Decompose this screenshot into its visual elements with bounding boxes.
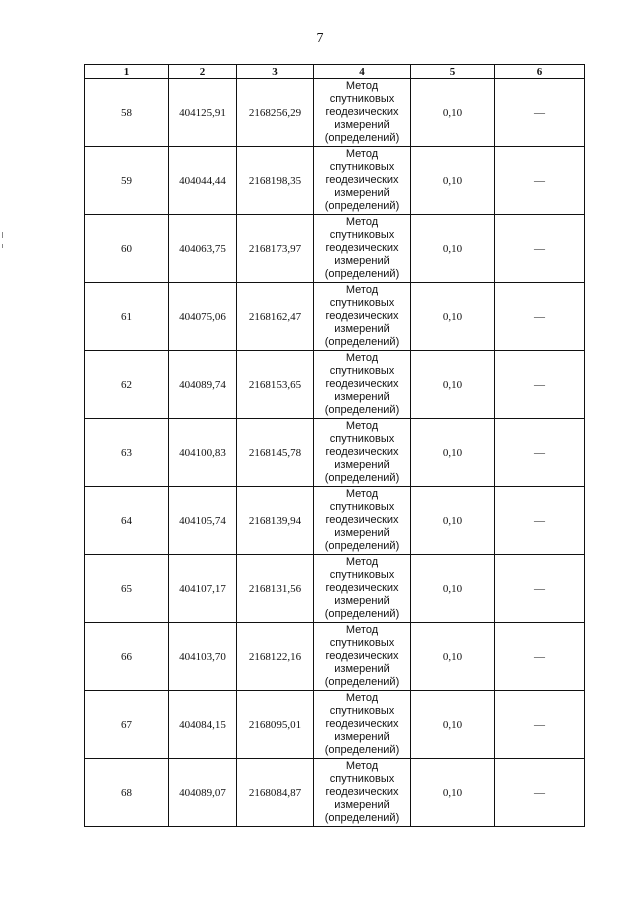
method-line: (определений) xyxy=(324,812,400,824)
table-row xyxy=(85,351,585,419)
x-coordinate-cell: 404084,15 xyxy=(169,691,237,759)
y-coordinate-cell: 2168122,16 xyxy=(237,623,314,691)
method-cell xyxy=(314,691,411,759)
header-col-3: 3 xyxy=(237,65,314,79)
method-line: спутниковых xyxy=(329,569,395,581)
method-line: (определений) xyxy=(324,540,400,552)
x-coordinate-cell: 404044,44 xyxy=(169,147,237,215)
header-col-5: 5 xyxy=(411,65,495,79)
note-cell: — xyxy=(495,351,585,419)
point-number-cell: 64 xyxy=(85,487,169,555)
method-line: геодезических xyxy=(325,378,399,390)
accuracy-cell: 0,10 xyxy=(411,419,495,487)
method-cell xyxy=(314,555,411,623)
method-line: Метод xyxy=(345,352,379,364)
table-row xyxy=(85,623,585,691)
note-cell: — xyxy=(495,487,585,555)
method-line: геодезических xyxy=(325,310,399,322)
margin-mark xyxy=(2,244,3,248)
note-cell: — xyxy=(495,215,585,283)
x-coordinate-cell: 404125,91 xyxy=(169,79,237,147)
note-cell: — xyxy=(495,691,585,759)
table-row xyxy=(85,759,585,827)
method-line: спутниковых xyxy=(329,433,395,445)
accuracy-cell: 0,10 xyxy=(411,487,495,555)
table-body xyxy=(85,79,585,827)
x-coordinate-cell: 404075,06 xyxy=(169,283,237,351)
y-coordinate-cell: 2168256,29 xyxy=(237,79,314,147)
method-line: геодезических xyxy=(325,582,399,594)
method-line: геодезических xyxy=(325,514,399,526)
note-cell: — xyxy=(495,623,585,691)
method-line: измерений xyxy=(334,731,390,743)
x-coordinate-cell: 404100,83 xyxy=(169,419,237,487)
point-number-cell: 60 xyxy=(85,215,169,283)
method-line: (определений) xyxy=(324,608,400,620)
method-cell xyxy=(314,487,411,555)
y-coordinate-cell: 2168145,78 xyxy=(237,419,314,487)
point-number-cell: 59 xyxy=(85,147,169,215)
method-line: спутниковых xyxy=(329,637,395,649)
method-line: спутниковых xyxy=(329,365,395,377)
method-line: спутниковых xyxy=(329,161,395,173)
y-coordinate-cell: 2168198,35 xyxy=(237,147,314,215)
method-line: измерений xyxy=(334,187,390,199)
table-row xyxy=(85,215,585,283)
method-line: спутниковых xyxy=(329,93,395,105)
method-line: спутниковых xyxy=(329,229,395,241)
accuracy-cell: 0,10 xyxy=(411,759,495,827)
method-line: (определений) xyxy=(324,472,400,484)
method-line: измерений xyxy=(334,595,390,607)
note-cell: — xyxy=(495,283,585,351)
point-number-cell: 63 xyxy=(85,419,169,487)
method-line: измерений xyxy=(334,663,390,675)
x-coordinate-cell: 404063,75 xyxy=(169,215,237,283)
point-number-cell: 66 xyxy=(85,623,169,691)
method-line: геодезических xyxy=(325,106,399,118)
method-line: геодезических xyxy=(325,446,399,458)
method-line: Метод xyxy=(345,420,379,432)
method-cell xyxy=(314,283,411,351)
accuracy-cell: 0,10 xyxy=(411,623,495,691)
method-line: (определений) xyxy=(324,336,400,348)
method-line: (определений) xyxy=(324,132,400,144)
note-cell: — xyxy=(495,147,585,215)
x-coordinate-cell: 404107,17 xyxy=(169,555,237,623)
method-line: геодезических xyxy=(325,242,399,254)
accuracy-cell: 0,10 xyxy=(411,215,495,283)
point-number-cell: 62 xyxy=(85,351,169,419)
y-coordinate-cell: 2168084,87 xyxy=(237,759,314,827)
y-coordinate-cell: 2168131,56 xyxy=(237,555,314,623)
note-cell: — xyxy=(495,419,585,487)
point-number-cell: 67 xyxy=(85,691,169,759)
method-line: измерений xyxy=(334,527,390,539)
accuracy-cell: 0,10 xyxy=(411,79,495,147)
method-line: геодезических xyxy=(325,174,399,186)
method-line: Метод xyxy=(345,556,379,568)
method-line: (определений) xyxy=(324,676,400,688)
page-number: 7 xyxy=(316,31,324,46)
method-cell xyxy=(314,351,411,419)
note-cell: — xyxy=(495,79,585,147)
method-line: измерений xyxy=(334,391,390,403)
method-line: измерений xyxy=(334,459,390,471)
table-row xyxy=(85,79,585,147)
method-line: Метод xyxy=(345,216,379,228)
method-line: Метод xyxy=(345,624,379,636)
table-row xyxy=(85,283,585,351)
method-line: (определений) xyxy=(324,404,400,416)
method-line: (определений) xyxy=(324,268,400,280)
method-cell xyxy=(314,419,411,487)
table-row xyxy=(85,555,585,623)
method-line: (определений) xyxy=(324,744,400,756)
method-line: спутниковых xyxy=(329,773,395,785)
accuracy-cell: 0,10 xyxy=(411,351,495,419)
header-col-1: 1 xyxy=(85,65,169,79)
method-line: измерений xyxy=(334,255,390,267)
table-row xyxy=(85,419,585,487)
method-line: спутниковых xyxy=(329,501,395,513)
y-coordinate-cell: 2168153,65 xyxy=(237,351,314,419)
note-cell: — xyxy=(495,555,585,623)
point-number-cell: 68 xyxy=(85,759,169,827)
method-line: (определений) xyxy=(324,200,400,212)
method-line: спутниковых xyxy=(329,705,395,717)
accuracy-cell: 0,10 xyxy=(411,147,495,215)
y-coordinate-cell: 2168095,01 xyxy=(237,691,314,759)
method-cell xyxy=(314,623,411,691)
method-line: Метод xyxy=(345,80,379,92)
x-coordinate-cell: 404103,70 xyxy=(169,623,237,691)
note-cell: — xyxy=(495,759,585,827)
table-row xyxy=(85,147,585,215)
method-line: Метод xyxy=(345,692,379,704)
x-coordinate-cell: 404089,07 xyxy=(169,759,237,827)
x-coordinate-cell: 404105,74 xyxy=(169,487,237,555)
method-cell xyxy=(314,759,411,827)
accuracy-cell: 0,10 xyxy=(411,555,495,623)
point-number-cell: 61 xyxy=(85,283,169,351)
method-cell xyxy=(314,147,411,215)
method-line: измерений xyxy=(334,119,390,131)
y-coordinate-cell: 2168162,47 xyxy=(237,283,314,351)
x-coordinate-cell: 404089,74 xyxy=(169,351,237,419)
header-col-6: 6 xyxy=(495,65,585,79)
method-line: Метод xyxy=(345,488,379,500)
y-coordinate-cell: 2168139,94 xyxy=(237,487,314,555)
accuracy-cell: 0,10 xyxy=(411,283,495,351)
method-line: спутниковых xyxy=(329,297,395,309)
point-number-cell: 65 xyxy=(85,555,169,623)
accuracy-cell: 0,10 xyxy=(411,691,495,759)
method-line: измерений xyxy=(334,323,390,335)
header-col-4: 4 xyxy=(314,65,411,79)
table-row xyxy=(85,487,585,555)
method-cell xyxy=(314,215,411,283)
method-line: измерений xyxy=(334,799,390,811)
header-col-2: 2 xyxy=(169,65,237,79)
method-line: Метод xyxy=(345,284,379,296)
method-cell xyxy=(314,79,411,147)
table-row xyxy=(85,691,585,759)
table-header-row xyxy=(85,65,585,79)
method-line: Метод xyxy=(345,760,379,772)
method-line: геодезических xyxy=(325,786,399,798)
method-line: Метод xyxy=(345,148,379,160)
coordinates-table xyxy=(84,64,585,827)
margin-mark xyxy=(2,232,3,238)
method-line: геодезических xyxy=(325,718,399,730)
point-number-cell: 58 xyxy=(85,79,169,147)
method-line: геодезических xyxy=(325,650,399,662)
y-coordinate-cell: 2168173,97 xyxy=(237,215,314,283)
